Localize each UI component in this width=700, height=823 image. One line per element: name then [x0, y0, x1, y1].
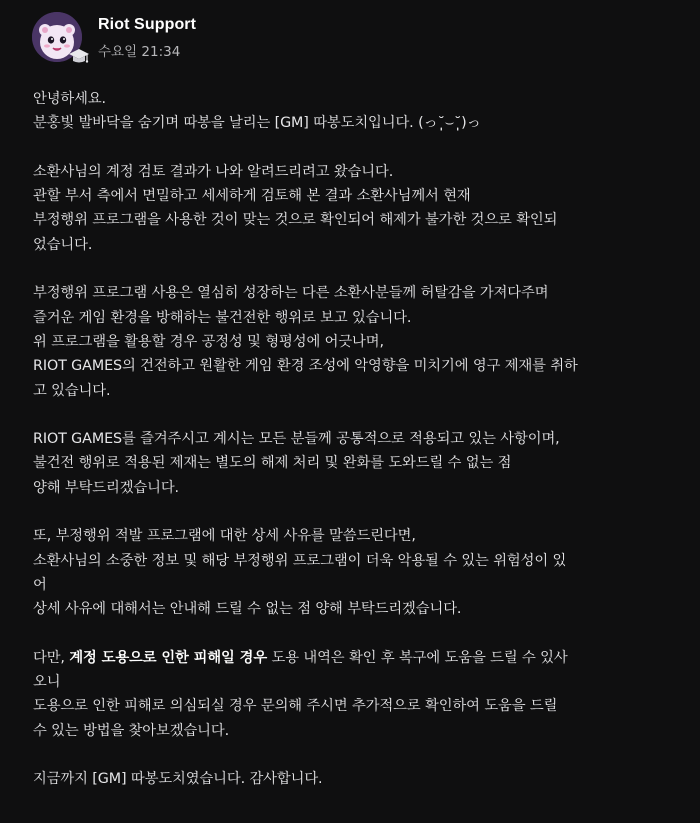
line-text: 도용 내역은 확인 후 복구에 도움을 드릴 수 있사 — [267, 649, 568, 666]
message-line: 소환사님의 계정 검토 결과가 나와 알려드리려고 왔습니다. — [33, 163, 394, 180]
message-line: 상세 사유에 대해서는 안내해 드릴 수 없는 점 양해 부탁드리겠습니다. — [33, 601, 462, 618]
message-line: 위 프로그램을 활용할 경우 공정성 및 형평성에 어긋나며, — [33, 333, 384, 350]
paragraph-spacer — [33, 500, 673, 524]
message-line: 즐거운 게임 환경을 방해하는 불건전한 행위로 보고 있습니다. — [33, 309, 412, 326]
message-line: 고 있습니다. — [33, 382, 111, 399]
message-line: 수 있는 방법을 찾아보겠습니다. — [33, 722, 230, 739]
message-line: 양해 부탁드리겠습니다. — [33, 479, 179, 496]
author-name[interactable]: Riot Support — [98, 16, 197, 33]
paragraph-spacer — [33, 403, 673, 427]
message-header — [32, 12, 196, 68]
message-line: RIOT GAMES를 즐겨주시고 계시는 모든 분들께 공통적으로 적용되고 있는 사항이며, — [33, 431, 560, 448]
message-line: 었습니다. — [33, 236, 93, 253]
paragraph-spacer — [33, 136, 673, 160]
message-timestamp: 수요일 21:34 — [98, 44, 181, 60]
message-line: 분홍빛 발바닥을 숨기며 따봉을 날리는 [GM] 따봉도치입니다. (っ˘̩̩̩⌣˘̩̩̩)っ — [33, 115, 481, 132]
message-line: 어 — [33, 576, 47, 593]
paragraph-spacer — [33, 743, 673, 767]
message-line: 안녕하세요. — [33, 91, 106, 107]
message-line: 부정행위 프로그램을 사용한 것이 맞는 것으로 확인되어 해제가 불가한 것으로 확인되 — [33, 212, 558, 229]
graduation-cap-icon — [68, 48, 90, 66]
line-text: 다만, — [33, 649, 70, 666]
avatar[interactable] — [32, 12, 88, 68]
message-line: 또, 부정행위 적발 프로그램에 대한 상세 사유를 말씀드린다면, — [33, 528, 416, 545]
message-line: 오니 — [33, 674, 61, 691]
message-body — [33, 87, 673, 792]
message-line: RIOT GAMES의 건전하고 원활한 게임 환경 조성에 악영향을 미치기에 영구 제재를 취하 — [33, 358, 578, 375]
message-line: 부정행위 프로그램 사용은 열심히 성장하는 다른 소환사분들께 허탈감을 가져다주며 — [33, 285, 549, 302]
message-line: 소환사님의 소중한 정보 및 해당 부정행위 프로그램이 더욱 악용될 수 있는 위험성이 있 — [33, 552, 567, 569]
message-line: 지금까지 [GM] 따봉도치였습니다. 감사합니다. — [33, 771, 323, 788]
message-line: 불건전 행위로 적용된 제재는 별도의 해제 처리 및 완화를 도와드릴 수 없는 점 — [33, 455, 512, 472]
paragraph-spacer — [33, 257, 673, 281]
message-line: 도용으로 인한 피해로 의심되실 경우 문의해 주시면 추가적으로 확인하여 도움을 드릴 — [33, 698, 558, 715]
paragraph-spacer — [33, 622, 673, 646]
message-line — [33, 646, 673, 670]
message-line: 관할 부서 측에서 면밀하고 세세하게 검토해 본 결과 소환사님께서 현재 — [33, 188, 471, 205]
bold-text: 계정 도용으로 인한 피해일 경우 — [69, 649, 268, 666]
message-meta — [98, 12, 196, 60]
